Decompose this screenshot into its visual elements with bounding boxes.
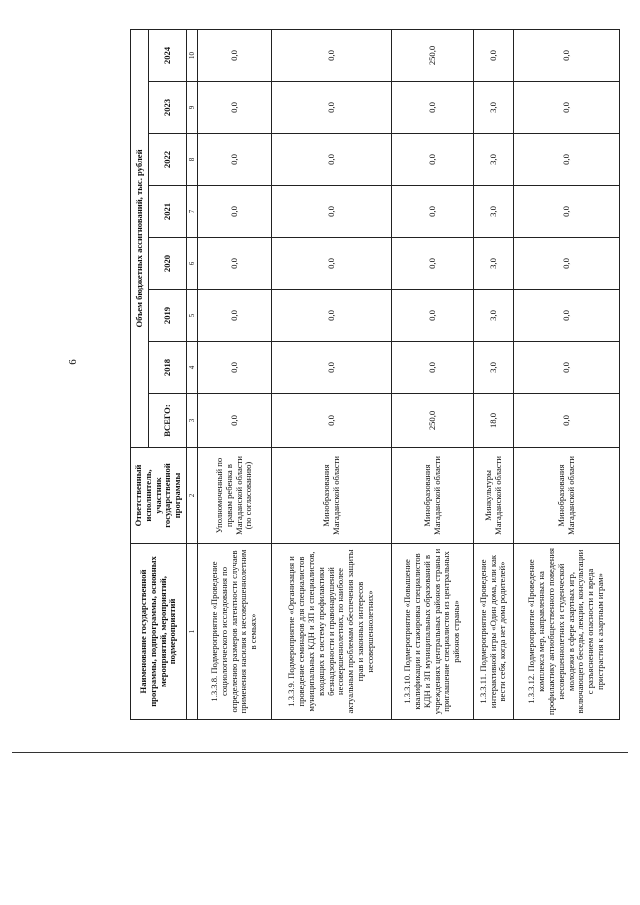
row-value: 0,0: [198, 82, 272, 134]
row-value: 0,0: [474, 29, 514, 81]
row-value: 0,0: [514, 290, 620, 342]
header-executor: Ответственный исполнитель, участник государственной программы: [131, 448, 187, 544]
row-value: 0,0: [272, 134, 392, 186]
row-name: 1.3.3.10. Подмероприятие «Повышение квалификации и стажировка специалистов КДН и ЗП муниципальных образований в учреждениях центральных районов страны и приглашение специалистов из центральных районов страны»: [392, 544, 474, 720]
row-total: 0,0: [198, 394, 272, 448]
row-value: 0,0: [198, 186, 272, 238]
row-value: 0,0: [272, 342, 392, 394]
column-number: 8: [187, 134, 198, 186]
table-row: [198, 29, 272, 719]
row-value: 0,0: [514, 342, 620, 394]
table-row: [392, 29, 474, 719]
rotated-table-container: [130, 30, 606, 720]
column-number: 6: [187, 238, 198, 290]
row-value: 0,0: [514, 29, 620, 81]
header-year: 2020: [149, 238, 187, 290]
row-value: 0,0: [392, 290, 474, 342]
row-value: 250,0: [392, 29, 474, 81]
column-number: 5: [187, 290, 198, 342]
row-value: 3,0: [474, 134, 514, 186]
row-value: 0,0: [392, 342, 474, 394]
row-value: 0,0: [198, 29, 272, 81]
row-executor: Минобразования Магаданской области: [514, 448, 620, 544]
row-value: 0,0: [198, 134, 272, 186]
header-year: 2022: [149, 134, 187, 186]
row-value: 0,0: [198, 238, 272, 290]
row-value: 0,0: [514, 186, 620, 238]
column-number: 9: [187, 82, 198, 134]
header-name: Наименование государственной программы, подпрограммы, основных мероприятий, мероприятий, подмероприятий: [131, 544, 187, 720]
row-value: 3,0: [474, 290, 514, 342]
row-total: 0,0: [514, 394, 620, 448]
header-year: 2023: [149, 82, 187, 134]
header-year: 2024: [149, 29, 187, 81]
page-divider: [12, 752, 628, 753]
row-value: 0,0: [392, 82, 474, 134]
column-number: 10: [187, 29, 198, 81]
row-value: 0,0: [198, 290, 272, 342]
header-total: ВСЕГО:: [149, 394, 187, 448]
row-name: 1.3.3.11. Подмероприятие «Проведение интерактивной игры «Один дома, или как вести себя, когда нет дома родителей»: [474, 544, 514, 720]
row-name: 1.3.3.12. Подмероприятие «Проведение комплекса мер, направленных на профилактику антиобщественного поведения несовершеннолетних и студенческой молодежи в сфере азартных игр, включающего беседы, лекции, консультации с разъяснением опасности и вреда пристрастия к азартным играм»: [514, 544, 620, 720]
row-value: 3,0: [474, 342, 514, 394]
row-executor: Минкультуры Магаданской области: [474, 448, 514, 544]
header-year: 2018: [149, 342, 187, 394]
column-number: 3: [187, 394, 198, 448]
row-total: 0,0: [272, 394, 392, 448]
row-value: 0,0: [392, 186, 474, 238]
row-value: 0,0: [198, 342, 272, 394]
row-value: 3,0: [474, 82, 514, 134]
row-total: 250,0: [392, 394, 474, 448]
row-value: 3,0: [474, 186, 514, 238]
header-year: 2019: [149, 290, 187, 342]
column-number: 4: [187, 342, 198, 394]
row-total: 18,0: [474, 394, 514, 448]
table-row: [474, 29, 514, 719]
row-value: 0,0: [514, 134, 620, 186]
row-value: 3,0: [474, 238, 514, 290]
column-number: 2: [187, 448, 198, 544]
row-value: 0,0: [272, 290, 392, 342]
budget-table: [130, 29, 620, 720]
header-budget: Объем бюджетных ассигнований, тыс. рублей: [131, 29, 149, 447]
row-value: 0,0: [272, 29, 392, 81]
row-value: 0,0: [392, 134, 474, 186]
row-value: 0,0: [392, 238, 474, 290]
row-value: 0,0: [514, 238, 620, 290]
row-name: 1.3.3.9. Подмероприятие «Организация и проведение семинаров для специалистов муниципальных КДН и ЗП и специалистов, входящих в систему профилактики безнадзорности и правонарушений несовершеннолетних, по наиболее актуальным проблемам обеспечения защиты прав и законных интересов несовершеннолетних»: [272, 544, 392, 720]
row-value: 0,0: [514, 82, 620, 134]
row-value: 0,0: [272, 186, 392, 238]
table-wrapper: [130, 30, 606, 720]
column-number: 7: [187, 186, 198, 238]
row-value: 0,0: [272, 82, 392, 134]
header-row-1: [131, 29, 149, 719]
row-executor: Минобразования Магаданской области: [392, 448, 474, 544]
page-number: 6: [66, 359, 79, 365]
row-executor: Минобразования Магаданской области: [272, 448, 392, 544]
column-number: 1: [187, 544, 198, 720]
column-number-row: [187, 29, 198, 719]
header-year: 2021: [149, 186, 187, 238]
row-executor: Уполномоченный по правам ребенка в Магаданской области (по согласованию): [198, 448, 272, 544]
row-name: 1.3.3.8. Подмероприятие «Проведение социологического исследования по определению размеров латентности случаев применения насилия к несовершеннолетним в семьях»: [198, 544, 272, 720]
table-row: [272, 29, 392, 719]
table-row: [514, 29, 620, 719]
row-value: 0,0: [272, 238, 392, 290]
